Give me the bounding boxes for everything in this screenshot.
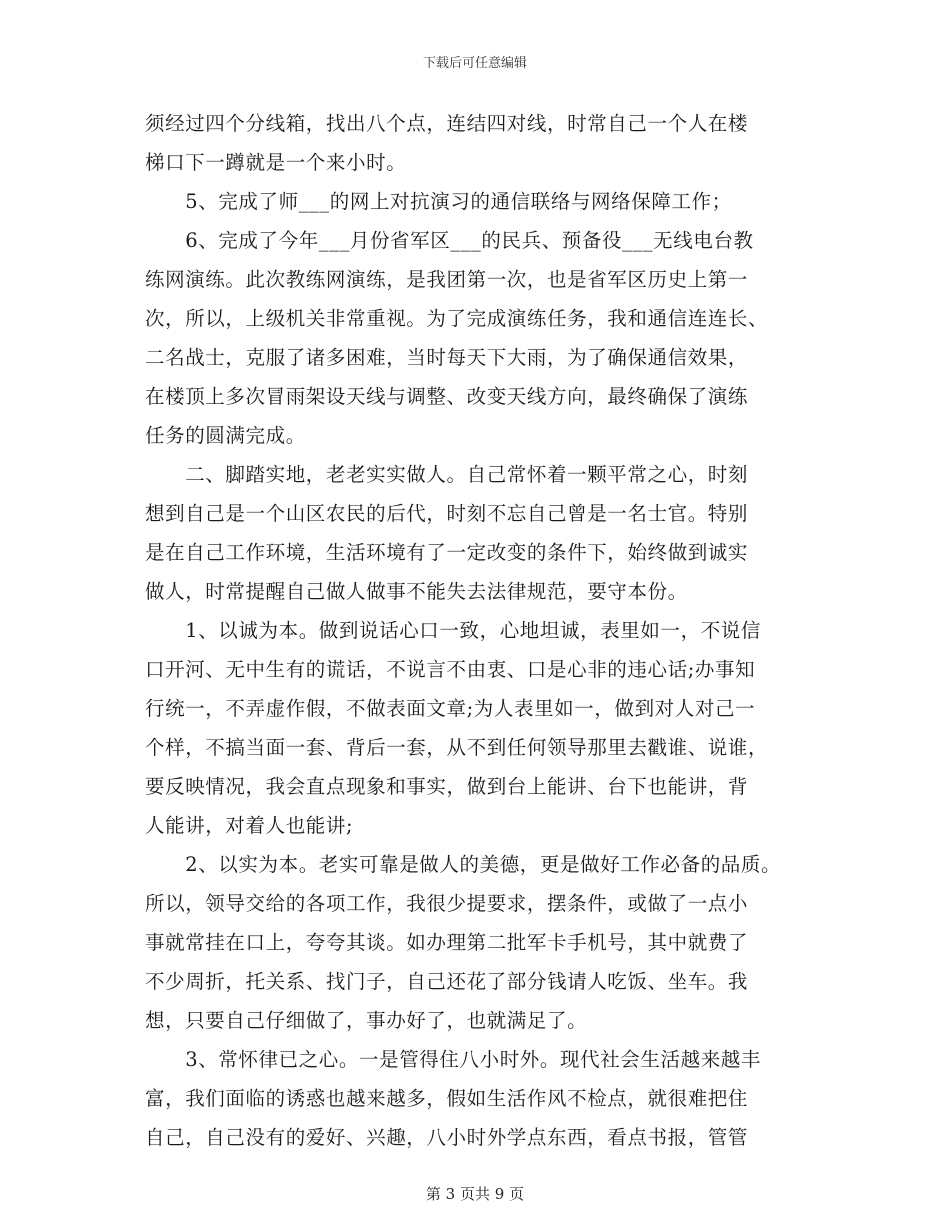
text-line: 练网演练。此次教练网演练，是我团第一次，也是省军区历史上第一 [145, 268, 749, 291]
text-line: 口开河、无中生有的谎话，不说言不由衷、口是心非的违心话;办事知 [145, 658, 756, 681]
text-line: 想到自己是一个山区农民的后代，时刻不忘自己曾是一名士官。特别 [145, 502, 749, 525]
text-line: 人能讲，对着人也能讲; [145, 814, 354, 837]
text-line: 梯口下一蹲就是一个来小时。 [145, 151, 407, 174]
text-line: 要反映情况，我会直点现象和事实，做到台上能讲、台下也能讲，背 [145, 775, 749, 798]
text-line: 所以，领导交给的各项工作，我很少提要求，摆条件，或做了一点小 [145, 892, 749, 915]
text-line: 富，我们面临的诱惑也越来越多，假如生活作风不检点，就很难把住 [145, 1087, 749, 1110]
text-line: 行统一，不弄虚作假，不做表面文章;为人表里如一，做到对人对己一 [145, 697, 756, 720]
text-line: 次，所以，上级机关非常重视。为了完成演练任务，我和通信连连长、 [145, 307, 769, 330]
text-line: 5、完成了师___的网上对抗演习的通信联络与网络保障工作； [145, 190, 732, 213]
text-line: 想，只要自己仔细做了，事办好了，也就满足了。 [145, 1009, 588, 1032]
text-line: 二名战士，克服了诸多困难，当时每天下大雨，为了确保通信效果， [145, 346, 749, 369]
text-line: 自己，自己没有的爱好、兴趣，八小时外学点东西，看点书报，管管 [145, 1126, 749, 1149]
text-line: 个样，不搞当面一套、背后一套，从不到任何领导那里去戳谁、说谁， [145, 736, 769, 759]
text-line: 1、以诚为本。做到说话心口一致，心地坦诚，表里如一，不说信 [145, 619, 762, 642]
page-footer: 第 3 页共 9 页 [425, 1185, 525, 1203]
text-line: 须经过四个分线箱，找出八个点，连结四对线，时常自己一个人在楼 [145, 112, 749, 135]
document-body [145, 104, 815, 1157]
text-line: 任务的圆满完成。 [145, 424, 306, 447]
text-line: 2、以实为本。老实可靠是做人的美德，更是做好工作必备的品质。 [145, 853, 782, 876]
text-line: 3、常怀律已之心。一是管得住八小时外。现代社会生活越来越丰 [145, 1048, 762, 1071]
text-line: 是在自己工作环境，生活环境有了一定改变的条件下，始终做到诚实 [145, 541, 749, 564]
text-line: 不少周折，托关系、找门子，自己还花了部分钱请人吃饭、坐车。我 [145, 970, 749, 993]
text-line: 6、完成了今年___月份省军区___的民兵、预备役___无线电台教 [145, 229, 754, 252]
text-line: 二、脚踏实地，老老实实做人。自己常怀着一颗平常之心，时刻 [145, 463, 749, 486]
text-line: 在楼顶上多次冒雨架设天线与调整、改变天线方向，最终确保了演练 [145, 385, 749, 408]
text-line: 事就常挂在口上，夸夸其谈。如办理第二批军卡手机号，其中就费了 [145, 931, 749, 954]
text-line: 做人，时常提醒自己做人做事不能失去法律规范，要守本份。 [145, 580, 688, 603]
page-header: 下载后可任意编辑 [422, 56, 527, 71]
